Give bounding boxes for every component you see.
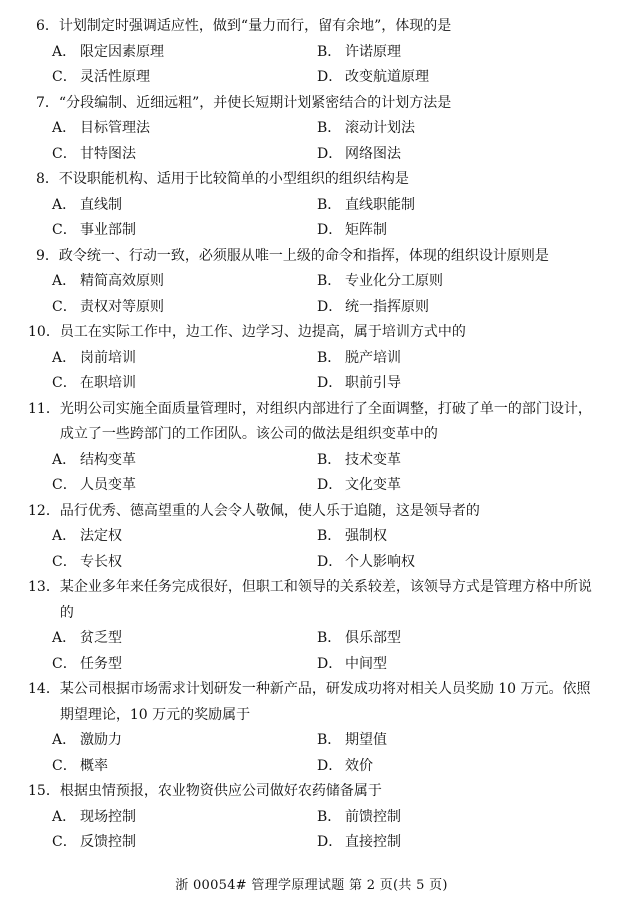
option-a <box>28 40 317 66</box>
option-d <box>317 754 373 780</box>
option-letter: C． <box>52 298 77 315</box>
option-d <box>317 473 401 499</box>
question-stem <box>28 677 603 728</box>
option-d <box>317 371 401 397</box>
option-letter: A． <box>52 273 77 289</box>
option-row <box>28 371 603 397</box>
option-row <box>28 40 603 66</box>
option-row <box>28 346 603 372</box>
option-a <box>28 626 317 652</box>
option-text: 个人影响权 <box>345 553 415 570</box>
option-row <box>28 830 603 856</box>
option-row <box>28 626 603 652</box>
question-stem <box>28 167 603 193</box>
option-text: 灵活性原理 <box>80 69 150 85</box>
option-letter: D． <box>317 553 343 570</box>
option-c <box>28 550 317 576</box>
option-letter: D． <box>317 655 343 672</box>
question-stem <box>28 779 603 805</box>
option-a <box>28 805 317 831</box>
page-footer: 浙 00054# 管理学原理试题 第 2 页(共 5 页) <box>175 878 448 893</box>
option-text: 任务型 <box>80 655 122 672</box>
option-text: 网络图法 <box>345 145 401 162</box>
option-text: 结构变革 <box>80 451 136 468</box>
option-row <box>28 473 603 499</box>
question-stem <box>28 244 603 270</box>
option-a <box>28 346 317 372</box>
option-a <box>28 448 317 474</box>
option-text: 技术变革 <box>345 451 401 468</box>
option-text: 在职培训 <box>80 375 136 391</box>
option-b <box>317 346 401 372</box>
option-c <box>28 65 317 91</box>
option-a <box>28 116 317 142</box>
option-d <box>317 830 401 856</box>
option-row <box>28 193 603 219</box>
option-text: 直线制 <box>80 196 122 213</box>
option-letter: C． <box>52 655 77 672</box>
option-c <box>28 473 317 499</box>
question-number: 8． <box>36 171 59 187</box>
option-letter: A． <box>52 451 77 468</box>
option-row <box>28 295 603 321</box>
option-c <box>28 218 317 244</box>
option-text: 岗前培训 <box>80 349 136 366</box>
option-text: 人员变革 <box>80 477 136 493</box>
question-number: 11． <box>28 400 60 417</box>
question-number: 10． <box>28 324 60 340</box>
option-letter: D． <box>317 834 343 850</box>
option-text: 职前引导 <box>345 375 401 391</box>
option-letter: A． <box>52 732 77 748</box>
option-letter: D． <box>317 222 343 238</box>
question-text: 计划制定时强调适应性，做到“量力而行，留有余地”，体现的是 <box>58 18 452 34</box>
option-letter: A． <box>52 808 77 825</box>
question-number: 7． <box>36 94 59 111</box>
question-stem <box>28 320 603 346</box>
option-text: 甘特图法 <box>80 145 136 162</box>
option-d <box>317 65 429 91</box>
option-letter: D． <box>317 69 343 85</box>
question-14 <box>28 677 603 779</box>
option-letter: C． <box>52 222 77 238</box>
question-13 <box>28 575 603 677</box>
option-letter: C． <box>52 145 77 162</box>
option-letter: A． <box>52 196 77 213</box>
option-b <box>317 269 443 295</box>
option-letter: B． <box>317 808 342 825</box>
option-a <box>28 524 317 550</box>
question-text: 员工在实际工作中，边工作、边学习、边提高，属于培训方式中的 <box>59 324 466 340</box>
option-letter: C． <box>52 69 77 85</box>
option-a <box>28 193 317 219</box>
option-c <box>28 142 317 168</box>
option-text: 改变航道原理 <box>345 69 429 85</box>
option-text: 贫乏型 <box>80 630 122 646</box>
option-letter: B． <box>317 732 342 748</box>
question-7 <box>28 91 603 168</box>
option-d <box>317 142 401 168</box>
option-text: 事业部制 <box>80 222 136 238</box>
option-b <box>317 448 401 474</box>
option-text: 反馈控制 <box>80 834 136 850</box>
option-b <box>317 805 401 831</box>
question-text: 某企业多年来任务完成很好，但职工和领导的关系较差，该领导方式是管理方格中所说的 <box>59 579 592 621</box>
option-text: 专业化分工原则 <box>345 273 443 289</box>
option-text: 期望值 <box>345 732 387 748</box>
option-row <box>28 550 603 576</box>
option-row <box>28 524 603 550</box>
question-number: 14． <box>28 681 60 697</box>
option-text: 专长权 <box>80 553 122 570</box>
option-text: 目标管理法 <box>80 120 150 136</box>
option-d <box>317 295 429 321</box>
option-letter: D． <box>317 298 343 315</box>
question-number: 12． <box>28 502 60 519</box>
option-b <box>317 626 401 652</box>
question-stem <box>28 14 603 40</box>
option-row <box>28 142 603 168</box>
question-number: 13． <box>28 579 60 595</box>
question-text: 某公司根据市场需求计划研发一种新产品，研发成功将对相关人员奖励 10 万元。依照期望理论，10 万元的奖励属于 <box>59 681 591 723</box>
question-9 <box>28 244 603 321</box>
option-b <box>317 40 401 66</box>
question-stem <box>28 91 603 117</box>
option-row <box>28 448 603 474</box>
question-11 <box>28 397 603 499</box>
option-b <box>317 193 415 219</box>
option-text: 直接控制 <box>345 834 401 850</box>
option-b <box>317 524 387 550</box>
option-text: 中间型 <box>345 655 387 672</box>
option-text: 限定因素原理 <box>80 43 164 60</box>
option-text: 强制权 <box>345 528 387 544</box>
option-letter: A． <box>52 528 77 544</box>
option-text: 激励力 <box>80 732 122 748</box>
question-text: 品行优秀、德高望重的人会令人敬佩，使人乐于追随，这是领导者的 <box>59 502 480 519</box>
option-text: 责权对等原则 <box>80 298 164 315</box>
option-d <box>317 218 387 244</box>
question-15 <box>28 779 603 856</box>
option-text: 滚动计划法 <box>345 120 415 136</box>
question-6 <box>28 14 603 91</box>
option-letter: D． <box>317 145 343 162</box>
option-d <box>317 550 415 576</box>
option-c <box>28 295 317 321</box>
option-letter: C． <box>52 834 77 850</box>
option-letter: C． <box>52 477 77 493</box>
option-letter: C． <box>52 375 77 391</box>
question-12 <box>28 499 603 576</box>
question-text: 根据虫情预报，农业物资供应公司做好农药储备属于 <box>59 783 382 799</box>
option-text: 精简高效原则 <box>80 273 164 289</box>
option-text: 效价 <box>345 757 373 774</box>
option-text: 概率 <box>80 757 108 774</box>
option-text: 前馈控制 <box>345 808 401 825</box>
option-text: 矩阵制 <box>345 222 387 238</box>
question-text: 政令统一、行动一致，必须服从唯一上级的命令和指挥，体现的组织设计原则是 <box>58 247 549 264</box>
option-letter: D． <box>317 757 343 774</box>
option-letter: A． <box>52 120 77 136</box>
question-stem <box>28 499 603 525</box>
option-row <box>28 652 603 678</box>
question-stem <box>28 397 603 448</box>
option-letter: B． <box>317 528 342 544</box>
option-b <box>317 116 415 142</box>
option-d <box>317 652 387 678</box>
option-letter: B． <box>317 630 342 646</box>
option-row <box>28 269 603 295</box>
question-number: 9． <box>36 247 59 264</box>
option-letter: C． <box>52 553 77 570</box>
question-list <box>28 14 603 856</box>
option-row <box>28 754 603 780</box>
option-a <box>28 728 317 754</box>
question-number: 15． <box>28 783 60 799</box>
question-number: 6． <box>36 18 59 34</box>
option-letter: D． <box>317 375 343 391</box>
option-b <box>317 728 387 754</box>
option-letter: C． <box>52 757 77 774</box>
option-letter: B． <box>317 349 342 366</box>
option-letter: A． <box>52 349 77 366</box>
option-row <box>28 116 603 142</box>
option-row <box>28 65 603 91</box>
option-letter: D． <box>317 477 343 493</box>
option-row <box>28 728 603 754</box>
option-c <box>28 754 317 780</box>
option-text: 俱乐部型 <box>345 630 401 646</box>
question-8 <box>28 167 603 244</box>
option-letter: B． <box>317 120 342 136</box>
option-text: 文化变革 <box>345 477 401 493</box>
option-letter: B． <box>317 43 342 60</box>
option-a <box>28 269 317 295</box>
option-letter: B． <box>317 196 342 213</box>
option-letter: A． <box>52 43 77 60</box>
option-c <box>28 371 317 397</box>
option-letter: B． <box>317 273 342 289</box>
question-text: 光明公司实施全面质量管理时，对组织内部进行了全面调整，打破了单一的部门设计，成立了一些跨部门的工作团队。该公司的做法是组织变革中的 <box>59 400 592 442</box>
option-row <box>28 218 603 244</box>
option-row <box>28 805 603 831</box>
option-letter: A． <box>52 630 77 646</box>
option-text: 脱产培训 <box>345 349 401 366</box>
option-text: 现场控制 <box>80 808 136 825</box>
option-c <box>28 652 317 678</box>
option-text: 直线职能制 <box>345 196 415 213</box>
question-text: 不设职能机构、适用于比较简单的小型组织的组织结构是 <box>58 171 409 187</box>
option-text: 许诺原理 <box>345 43 401 60</box>
option-text: 法定权 <box>80 528 122 544</box>
option-text: 统一指挥原则 <box>345 298 429 315</box>
question-10 <box>28 320 603 397</box>
question-text: “分段编制、近细远粗”，并使长短期计划紧密结合的计划方法是 <box>58 94 452 111</box>
option-letter: B． <box>317 451 342 468</box>
option-c <box>28 830 317 856</box>
question-stem <box>28 575 603 626</box>
